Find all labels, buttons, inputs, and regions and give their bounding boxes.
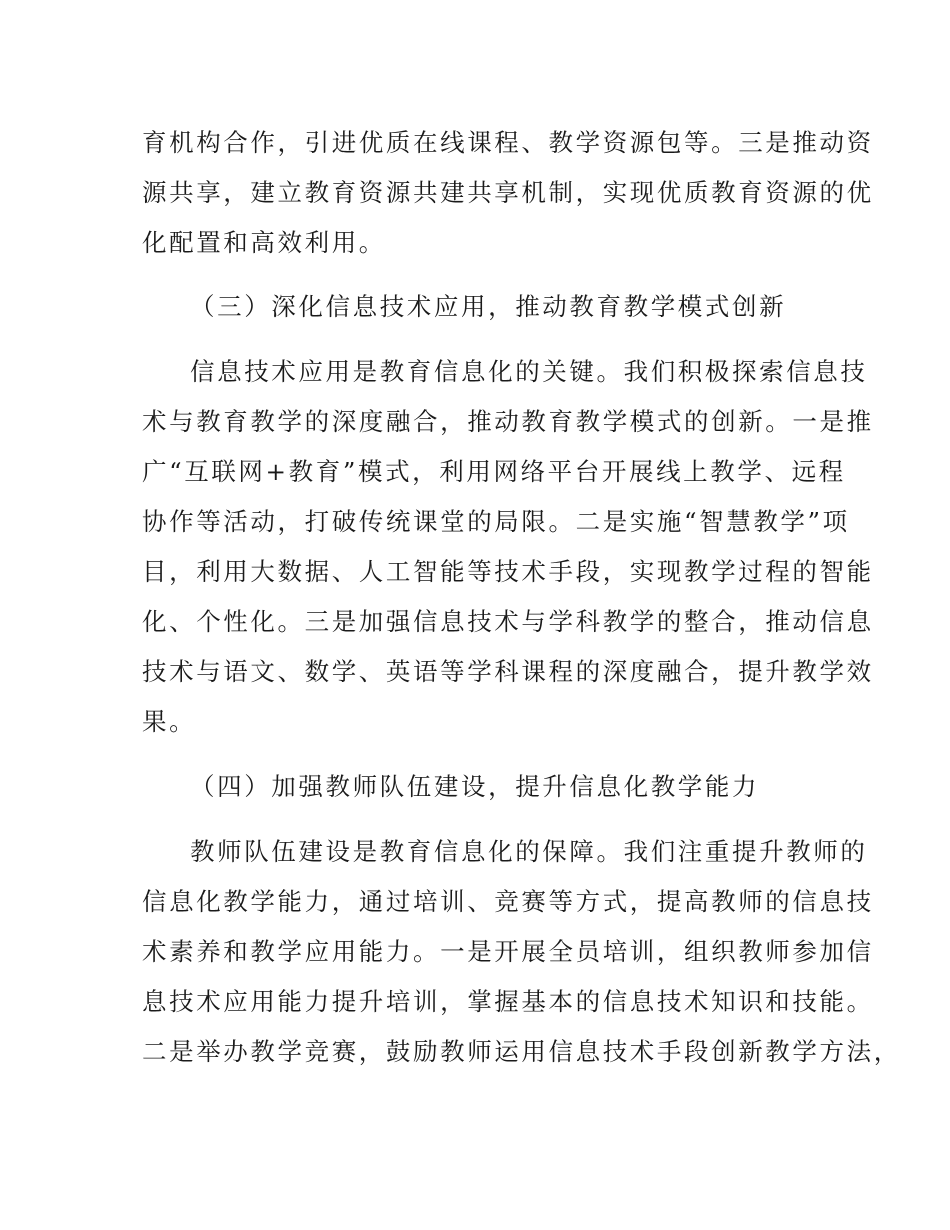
section-heading-3: （三）深化信息技术应用，推动教育教学模式创新 (190, 292, 787, 321)
paragraph-line: 育机构合作，引进优质在线课程、教学资源包等。三是推动资 (142, 128, 874, 157)
paragraph-line: 技术与语文、数学、英语等学科课程的深度融合，提升教学效 (142, 657, 874, 686)
section-heading-4: （四）加强教师队伍建设，提升信息化教学能力 (190, 772, 760, 801)
paragraph-line: 术素养和教学应用能力。一是开展全员培训，组织教师参加信 (142, 937, 874, 966)
paragraph-line: 信息技术应用是教育信息化的关键。我们积极探索信息技 (190, 357, 868, 386)
paragraph-line: 化配置和高效利用。 (142, 228, 386, 257)
paragraph-line: 信息化教学能力，通过培训、竞赛等方式，提高教师的信息技 (142, 887, 874, 916)
paragraph-line: 广“互联网+教育”模式，利用网络平台开展线上教学、远程 (142, 457, 846, 486)
paragraph-line: 教师队伍建设是教育信息化的保障。我们注重提升教师的 (190, 837, 868, 866)
paragraph-line: 化、个性化。三是加强信息技术与学科教学的整合，推动信息 (142, 607, 874, 636)
paragraph-line: 二是举办教学竞赛，鼓励教师运用信息技术手段创新教学方法， (142, 1037, 901, 1066)
paragraph-line: 源共享，建立教育资源共建共享机制，实现优质教育资源的优 (142, 178, 874, 207)
paragraph-line: 果。 (142, 707, 197, 736)
paragraph-line: 协作等活动，打破传统课堂的局限。二是实施“智慧教学”项 (142, 507, 850, 536)
paragraph-line: 目，利用大数据、人工智能等技术手段，实现教学过程的智能 (142, 557, 874, 586)
paragraph-line: 息技术应用能力提升培训，掌握基本的信息技术知识和技能。 (142, 987, 874, 1016)
paragraph-line: 术与教育教学的深度融合，推动教育教学模式的创新。一是推 (142, 407, 874, 436)
